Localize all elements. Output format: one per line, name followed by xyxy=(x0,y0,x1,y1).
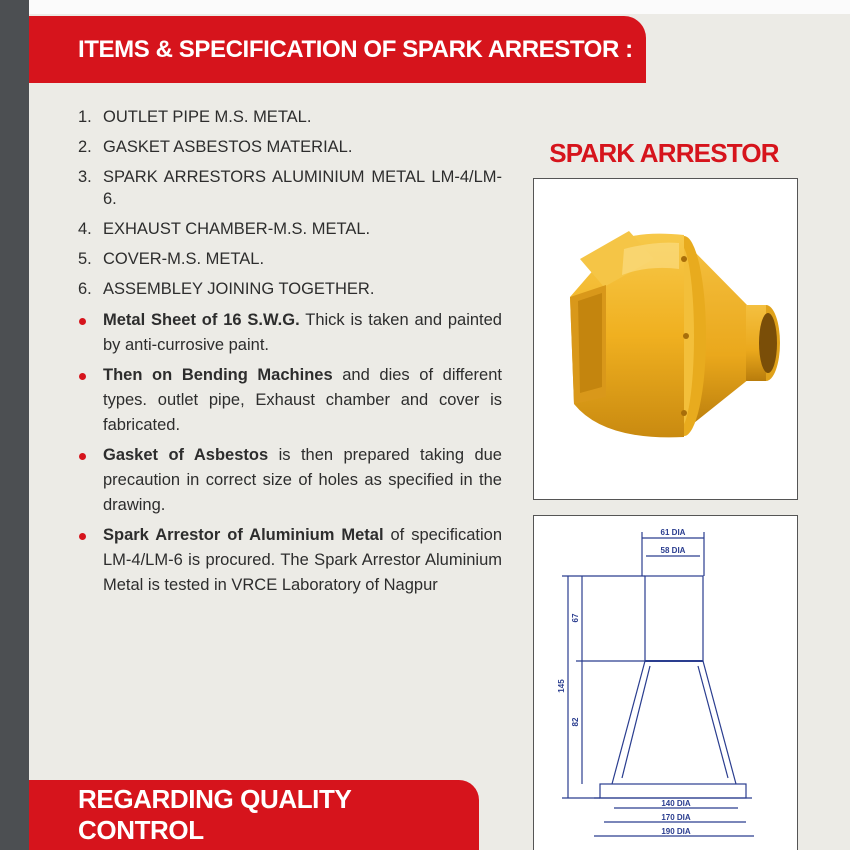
spec-item-text: SPARK ARRESTORS ALUMINIUM METAL LM-4/LM-6. xyxy=(103,168,502,208)
section-header-title: ITEMS & SPECIFICATION OF SPARK ARRESTOR : xyxy=(78,35,633,63)
dim-top-inner: 58 DIA xyxy=(660,546,686,555)
bullet-bold-text: Gasket of Asbestos xyxy=(103,446,269,464)
spec-item-5 xyxy=(78,248,502,270)
technical-drawing xyxy=(533,515,798,850)
top-edge-strip xyxy=(29,0,850,14)
bullet-dot-icon xyxy=(79,318,86,325)
spark-arrestor-illustration xyxy=(534,179,796,498)
process-bullet-4 xyxy=(78,523,502,598)
spec-item-number: 2. xyxy=(78,138,92,156)
spec-item-number: 3. xyxy=(78,168,92,186)
dim-height-upper: 67 xyxy=(571,613,580,623)
spec-item-6 xyxy=(78,278,502,300)
spec-item-text: GASKET ASBESTOS MATERIAL. xyxy=(103,138,353,156)
spec-item-text: ASSEMBLEY JOINING TOGETHER. xyxy=(103,280,375,298)
bullet-dot-icon xyxy=(79,533,86,540)
left-edge-strip xyxy=(0,0,29,850)
spec-item-number: 5. xyxy=(78,250,92,268)
dim-height-lower: 82 xyxy=(571,717,580,727)
bullet-dot-icon xyxy=(79,373,86,380)
bullet-text: is then prepared taking due precaution in correct size of holes as specified in the drawing. xyxy=(103,446,502,514)
process-bullet-3 xyxy=(78,443,502,518)
photo-title: SPARK ARRESTOR xyxy=(549,138,779,168)
spec-item-number: 6. xyxy=(78,280,92,298)
process-bullet-2 xyxy=(78,363,502,438)
spec-item-3 xyxy=(78,166,502,210)
bullet-text: of specification LM-4/LM-6 is procured. The Spark Arrestor Aluminium Metal is tested in VRCE Laboratory of Nagpur xyxy=(103,526,503,594)
process-bullet-1 xyxy=(78,308,502,358)
dim-bottom-1: 140 DIA xyxy=(661,799,691,808)
dim-top-outer: 61 DIA xyxy=(660,528,686,537)
bullet-bold-text: Spark Arrestor of Aluminium Metal xyxy=(103,526,384,544)
spec-item-4 xyxy=(78,218,502,240)
spec-item-text: OUTLET PIPE M.S. METAL. xyxy=(103,108,312,126)
spec-item-text: COVER-M.S. METAL. xyxy=(103,250,265,268)
dim-bottom-2: 170 DIA xyxy=(661,813,691,822)
spec-item-number: 1. xyxy=(78,108,92,126)
bullet-bold-text: Then on Bending Machines xyxy=(103,366,333,384)
quality-control-banner xyxy=(29,780,479,850)
spec-item-text: EXHAUST CHAMBER-M.S. METAL. xyxy=(103,220,371,238)
spec-item-1 xyxy=(78,106,502,128)
bullet-dot-icon xyxy=(79,453,86,460)
bullet-text: and dies of different types. outlet pipe, Exhaust chamber and cover is fabricated. xyxy=(103,366,502,434)
spec-item-number: 4. xyxy=(78,220,92,238)
spec-item-2 xyxy=(78,136,502,158)
bullet-text: Thick is taken and painted by anti-currosive paint. xyxy=(103,311,502,354)
spark-arrestor-dimension-drawing xyxy=(534,516,796,850)
section-header-banner xyxy=(29,16,646,83)
specification-list xyxy=(78,106,502,603)
bullet-bold-text: Metal Sheet of 16 S.W.G. xyxy=(103,311,300,329)
dim-height-total: 145 xyxy=(557,679,566,693)
quality-control-title: REGARDING QUALITY CONTROL xyxy=(78,784,351,845)
dim-bottom-3: 190 DIA xyxy=(661,827,691,836)
spark-arrestor-photo xyxy=(533,178,798,500)
